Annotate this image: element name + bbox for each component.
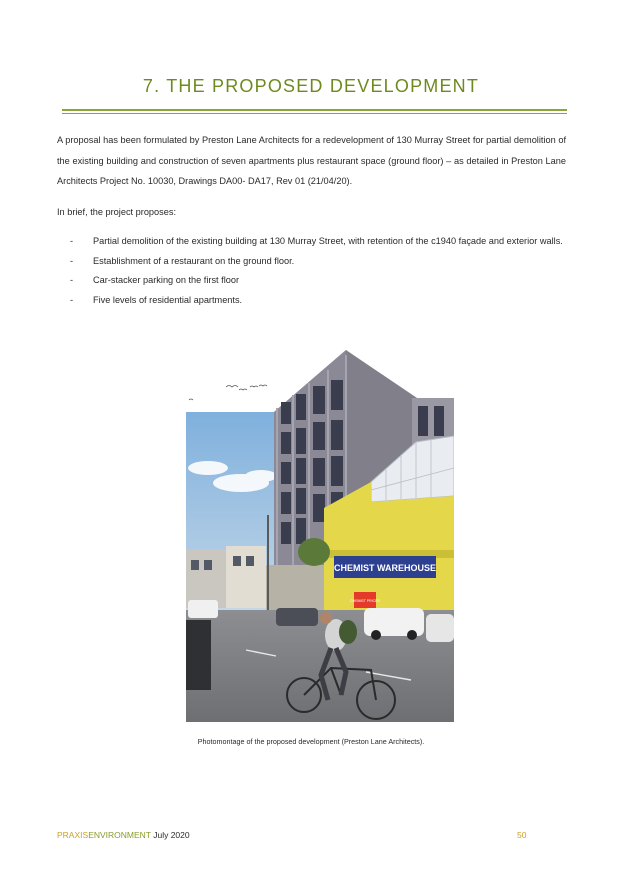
sign-text: CHEMIST WAREHOUSE xyxy=(333,563,437,573)
brand-environment: ENVIRONMENT xyxy=(88,830,151,840)
list-item xyxy=(70,232,566,252)
section-title: 7. THE PROPOSED DEVELOPMENT xyxy=(142,76,480,96)
list-item xyxy=(70,271,566,291)
birds xyxy=(189,385,267,400)
bullet-marker: - xyxy=(70,294,74,305)
list-item xyxy=(70,252,566,272)
bullet-marker: - xyxy=(70,255,74,266)
intro-paragraph: A proposal has been formulated by Preston Lane Architects for a redevelopment of 130 Murray Street for partial demolition of the existing building and construction of seven apartments plus restaurant space (ground floor) – as detailed in Preston Lane Architects Project No. 10030, Drawings DA00- DA17, Rev 01 (21/04/20). xyxy=(57,135,566,186)
brand-praxis: PRAXIS xyxy=(57,830,89,840)
brief-paragraph: In brief, the project proposes: xyxy=(57,207,176,217)
left-building xyxy=(186,550,226,608)
figure-caption: Photomontage of the proposed development (Preston Lane Architects). xyxy=(197,737,425,746)
title-rule-thick xyxy=(62,109,567,111)
list-item-text: Partial demolition of the existing building at 130 Murray Street, with retention of the c1940 façade and exterior walls. xyxy=(93,236,563,246)
list-item-text: Five levels of residential apartments. xyxy=(93,294,243,305)
list-item-text: Car-stacker parking on the first floor xyxy=(93,275,240,285)
proposal-list xyxy=(70,232,566,310)
footer-date: July 2020 xyxy=(153,830,190,840)
title-rule-thin xyxy=(62,113,567,114)
heritage-facade xyxy=(324,482,454,610)
page-number: 50 xyxy=(517,830,527,840)
bullet-marker: - xyxy=(70,275,74,285)
photomontage-image xyxy=(186,350,454,722)
list-item-text: Establishment of a restaurant on the ground floor. xyxy=(93,255,295,266)
list-item xyxy=(70,291,566,311)
bullet-marker: - xyxy=(70,236,74,246)
footer-brand xyxy=(57,830,190,840)
sign-small-text: CHEMIST PRICES xyxy=(350,599,380,603)
